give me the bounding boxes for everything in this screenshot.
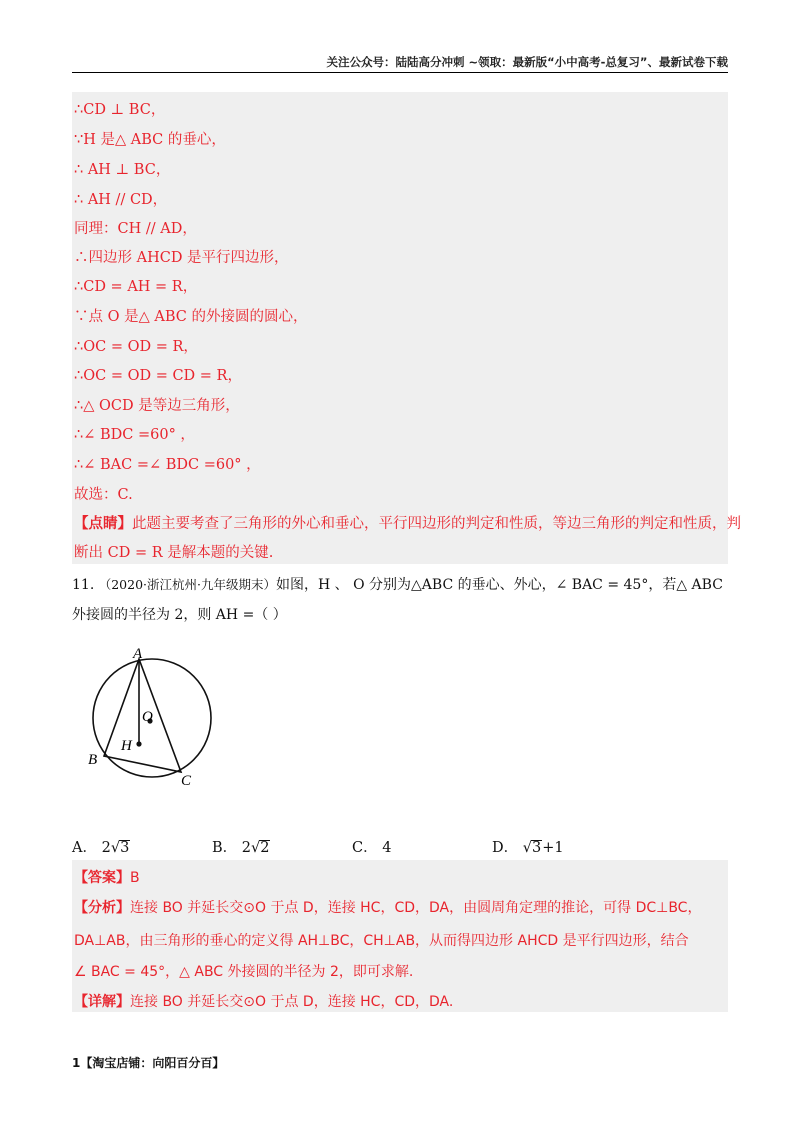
question-number: 11. xyxy=(72,577,95,593)
label-a: A xyxy=(133,646,143,662)
answer-tag: 【答案】 xyxy=(74,870,130,886)
comment-line-2: 断出 CD = R 是解本题的关键. xyxy=(74,545,274,561)
question-line-2: 外接圆的半径为 2，则 AH =（ ） xyxy=(72,607,287,623)
solution-line-2: ∵H 是△ ABC 的垂心， xyxy=(74,132,226,148)
option-c[interactable] xyxy=(352,836,391,857)
option-a[interactable]: A． 2√3 xyxy=(72,840,130,856)
comment-tag: 【点睛】 xyxy=(74,515,132,532)
header-divider xyxy=(72,72,728,73)
analysis-line-3: ∠ BAC = 45°，△ ABC 外接圆的半径为 2，即可求解. xyxy=(74,964,414,980)
label-o: O xyxy=(142,709,153,725)
option-d-tail: +1 xyxy=(542,840,564,856)
detail-line-1 xyxy=(74,991,453,1011)
point-h xyxy=(136,741,141,746)
page-header: 关注公众号：陆陆高分冲刺 ~领取：最新版“小中高考-总复习”、最新试卷下载 xyxy=(326,55,728,69)
solution-line-13: ∴∠ BAC =∠ BDC =60° ， xyxy=(74,457,261,473)
answer-line xyxy=(74,867,140,887)
solution-line-11: ∴△ OCD 是等边三角形， xyxy=(74,398,240,414)
analysis-tag: 【分析】 xyxy=(74,900,130,916)
analysis-text-1: 连接 BO 并延长交⊙O 于点 D，连接 HC，CD，DA，由圆周角定理的推论，可得 DC⊥BC， xyxy=(130,900,702,916)
solution-line-6: ∴四边形 AHCD 是平行四边形， xyxy=(74,250,289,266)
option-b-radicand: 2 xyxy=(260,840,270,856)
solution-line-8: ∵点 O 是△ ABC 的外接圆的圆心， xyxy=(74,309,308,325)
option-a-radicand: 3 xyxy=(120,840,130,856)
option-a-label: A． xyxy=(72,840,97,856)
solution-line-14: 故选：C. xyxy=(74,487,133,503)
solution-line-10: ∴OC = OD = CD = R， xyxy=(74,368,242,384)
detail-tag: 【详解】 xyxy=(74,994,130,1010)
solution-line-12: ∴∠ BDC =60° ， xyxy=(74,427,195,443)
option-c-value: 4 xyxy=(382,840,392,856)
option-d[interactable]: D． √3+1 xyxy=(492,840,564,856)
solution-line-9: ∴OC = OD = R， xyxy=(74,339,198,355)
detail-text-1: 连接 BO 并延长交⊙O 于点 D，连接 HC，CD，DA. xyxy=(130,994,454,1010)
solution-line-1: ∴CD ⊥ BC， xyxy=(74,102,166,118)
geometry-diagram xyxy=(80,640,230,800)
solution-line-4: ∴ AH // CD， xyxy=(74,192,168,208)
comment-line-1 xyxy=(74,512,741,533)
analysis-line-1 xyxy=(74,897,701,917)
label-h: H xyxy=(121,738,132,754)
question-source: （2020·浙江杭州·九年级期末） xyxy=(98,577,276,592)
label-b: B xyxy=(88,752,98,768)
solution-line-3: ∴ AH ⊥ BC， xyxy=(74,162,171,178)
circle-figure xyxy=(80,640,230,800)
label-c: C xyxy=(181,773,192,789)
solution-background xyxy=(72,92,728,564)
option-b-label: B． xyxy=(212,840,238,856)
answer-value: B xyxy=(130,870,140,886)
solution-line-7: ∴CD = AH = R， xyxy=(74,279,198,295)
option-a-coef: 2 xyxy=(101,840,111,856)
question-text-1: 如图，H 、 O 分别为△ABC 的垂心、外心，∠ BAC = 45°，若△ ABC xyxy=(275,577,723,593)
option-b-coef: 2 xyxy=(241,840,251,856)
option-b[interactable]: B． 2√2 xyxy=(212,840,270,856)
option-d-label: D． xyxy=(492,840,519,856)
analysis-line-2: DA⊥AB，由三角形的垂心的定义得 AH⊥BC，CH⊥AB，从而得四边形 AHCD 是平行四边形，结合 xyxy=(74,933,689,949)
option-d-radicand: 3 xyxy=(532,840,542,856)
page-footer: 1【淘宝店铺：向阳百分百】 xyxy=(72,1056,225,1070)
option-c-label: C． xyxy=(352,840,378,856)
solution-line-5: 同理：CH // AD， xyxy=(74,221,197,237)
question-line-1 xyxy=(72,574,723,594)
comment-text-1: 此题主要考查了三角形的外心和垂心，平行四边形的判定和性质，等边三角形的判定和性质，判 xyxy=(132,516,741,532)
